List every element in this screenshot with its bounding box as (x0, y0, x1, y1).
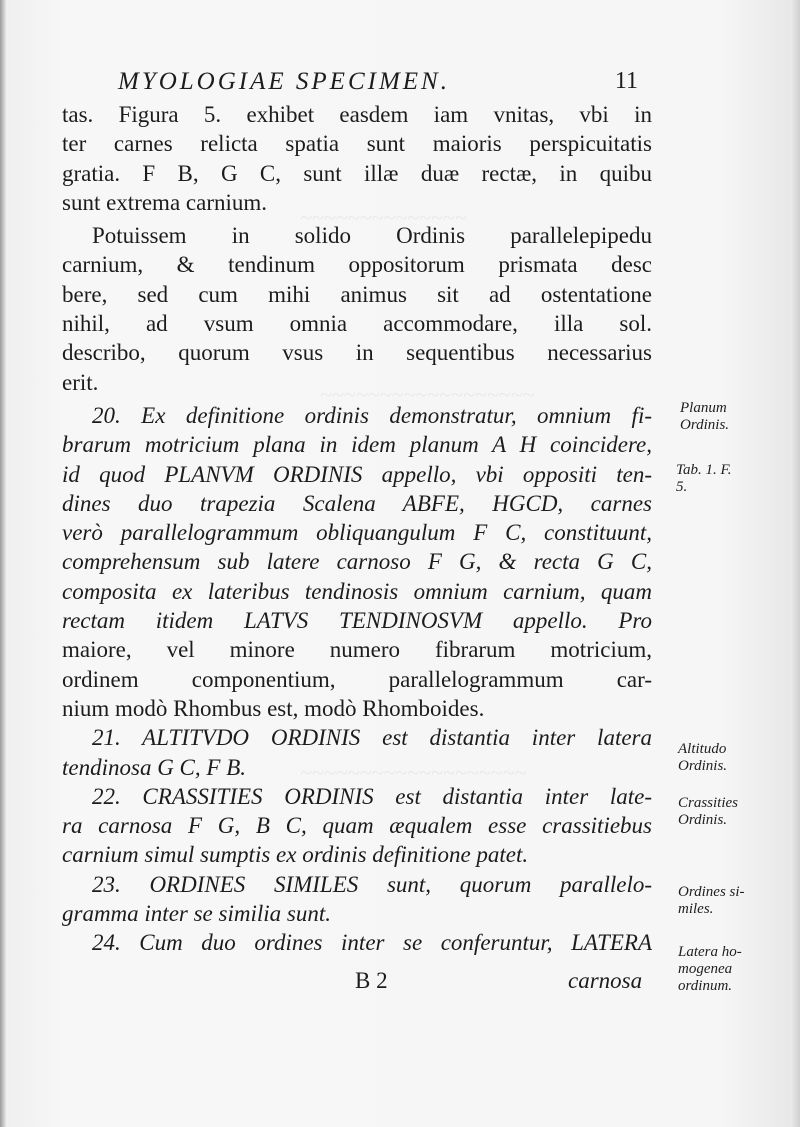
marginal-note-line: miles. (678, 901, 714, 917)
text-line: carnium simul sumptis ex ordinis definitione patet. (62, 842, 529, 868)
text-line: 21. ALTITVDO ORDINIS est distantia inter latera (92, 725, 652, 751)
text-line: describo, quorum vsus in sequentibus necessarius (62, 340, 652, 366)
running-head-title: MYOLOGIAE SPECIMEN. (118, 68, 450, 95)
catchword: carnosa (568, 968, 643, 993)
text-line: carnium, & tendinum oppositorum prismata desc (62, 252, 652, 278)
text-line: nium modò Rhombus est, modò Rhomboides. (62, 695, 485, 721)
text-line: gramma inter se similia sunt. (62, 901, 331, 927)
text-line: sunt extrema carnium. (62, 189, 268, 215)
text-line: gratia. F B, G C, sunt illæ duæ rectæ, in quibu (62, 160, 652, 186)
marginal-note (678, 944, 742, 995)
text-line: brarum motricium plana in idem planum A H coincidere, (62, 432, 652, 458)
marginal-note (678, 795, 738, 829)
marginal-note-line: Tab. 1. F. (676, 462, 732, 478)
marginal-note-line: 5. (676, 479, 688, 495)
text-line: ra carnosa F G, B C, quam æqualem esse crassitiebus (62, 813, 652, 839)
text-line: dines duo trapezia Scalena ABFE, HGCD, carnes (62, 490, 652, 516)
text-line: composita ex lateribus tendinosis omnium carnium, quam (62, 578, 652, 604)
text-line: ter carnes relicta spatia sunt maioris perspicuitatis (62, 131, 652, 157)
show-through-text: ~~~~~~~~~~~~~~~~~~~ (300, 760, 527, 785)
text-line: ordinem componentium, parallelogrammum car- (62, 666, 652, 692)
text-line: 20. Ex definitione ordinis demonstratur, omnium fi- (92, 402, 652, 428)
text-line: bere, sed cum mihi animus sit ad ostentatione (62, 281, 652, 307)
page-number: 11 (614, 68, 638, 94)
marginal-note-line: Ordinis. (680, 417, 730, 433)
text-line: erit. (62, 369, 99, 395)
marginal-note-line: mogenea (678, 961, 733, 977)
show-through-text: ~~~~~~~~~~~~~~~~~~ (320, 382, 535, 407)
text-line: 23. ORDINES SIMILES sunt, quorum parallelo- (92, 871, 652, 897)
running-head (118, 68, 638, 104)
marginal-note-line: Ordinis. (678, 758, 728, 774)
text-line: rectam itidem LATVS TENDINOSVM appello. Pro (62, 608, 652, 634)
text-line: id quod PLANVM ORDINIS appello, vbi oppositi ten- (62, 461, 652, 487)
body-text (62, 100, 652, 958)
text-line: tendinosa G C, F B. (62, 754, 246, 780)
marginal-note-line: Ordinis. (678, 812, 728, 828)
marginal-note-line: Ordines si- (678, 884, 745, 900)
signature-mark: B 2 (355, 968, 388, 993)
marginal-note (678, 741, 727, 775)
text-line: comprehensum sub latere carnoso F G, & recta G C, (62, 549, 652, 575)
text-line: verò parallelogrammum obliquangulum F C, constituunt, (62, 520, 652, 546)
show-through-text: ~~~~~~~~~~~~~~ (300, 205, 467, 230)
text-line: 22. CRASSITIES ORDINIS est distantia inter late- (92, 783, 652, 809)
text-line: 24. Cum duo ordines inter se conferuntur, LATERA (92, 930, 652, 956)
text-line: nihil, ad vsum omnia accommodare, illa sol. (62, 311, 652, 337)
marginal-note-line: Latera ho- (678, 944, 742, 960)
marginal-note (678, 884, 745, 918)
text-line: Potuissem in solido Ordinis parallelepipedu (92, 223, 652, 249)
marginal-note-line: Planum (680, 400, 727, 416)
marginal-note-line: Altitudo (678, 741, 727, 757)
text-line: tas. Figura 5. exhibet easdem iam vnitas, vbi in (62, 102, 652, 127)
marginal-note-line: ordinum. (678, 978, 733, 994)
marginal-note (676, 462, 731, 496)
marginal-note (680, 400, 729, 434)
text-line: maiore, vel minore numero fibrarum motricium, (62, 637, 652, 663)
marginal-note-line: Crassities (678, 795, 739, 811)
